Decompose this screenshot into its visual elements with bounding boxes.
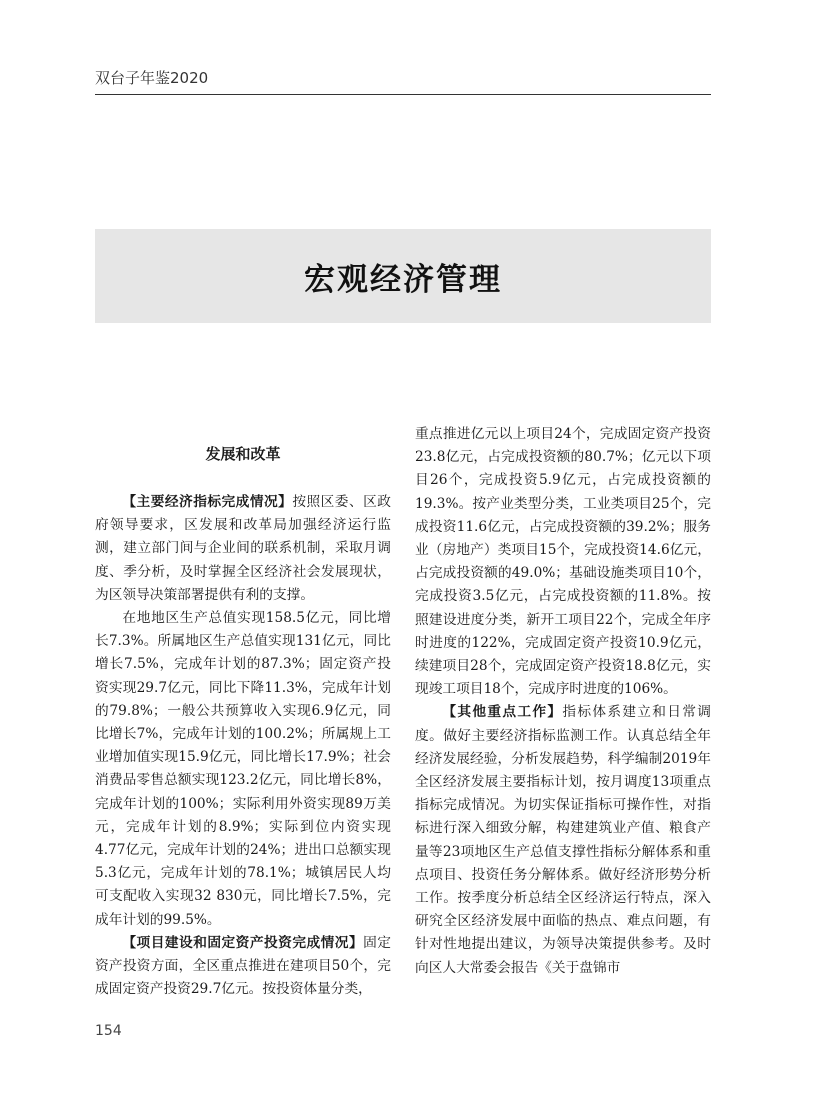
paragraph-text: 按照区委、区政府领导要求，区发展和改革局加强经济运行监测，建立部门间与企业间的联系机制，采取月调度、季分析，及时掌握全区经济社会发展现状，为区领导决策部署提供有利的支撑。 [95, 494, 391, 603]
paragraph-projects [95, 932, 391, 1002]
paragraph-text: 指标体系建立和日常调度。做好主要经济指标监测工作。认真总结全年经济发展经验，分析发展趋势，科学编制2019年全区经济发展主要指标计划，按月调度13项重点指标完成情况。为切实保证指标可操作性，对指标进行深入细致分解，构建建筑业产值、粮食产量等23项地区生产总值支撑性指标分解体系和重点项目、投资任务分解体系。做好经济形势分析工作。按季度分析总结全区经济运行特点，深入研究全区经济发展中面临的热点、难点问题，有针对性地提出建议，为领导决策提供参考。及时向区人大常委会报告《关于盘锦市 [415, 704, 711, 976]
paragraph-projects-continued: 重点推进亿元以上项目24个，完成固定资产投资23.8亿元，占完成投资额的80.7%；亿元以下项目26个，完成投资5.9亿元，占完成投资额的19.3%。按产业类型分类，工业类项目25个，完成投资11.6亿元，占完成投资额的39.2%；服务业（房地产）类项目15个，完成投资14.6亿元，占完成投资额的49.0%；基础设施类项目10个，完成投资3.5亿元，占完成投资额的11.8%。按照建设进度分类，新开工项目22个，完成全年序时进度的122%，完成固定资产投资10.9亿元，续建项目28个，完成固定资产投资18.8亿元，实现竣工项目18个，完成序时进度的106%。 [415, 426, 711, 698]
running-head: 双台子年鉴2020 [95, 69, 209, 87]
paragraph-lead: 【项目建设和固定资产投资完成情况】 [122, 934, 364, 951]
paragraph-lead: 【主要经济指标完成情况】 [122, 494, 293, 510]
left-column [95, 491, 391, 1001]
paragraph-other-work [415, 701, 711, 979]
chapter-banner [95, 229, 711, 323]
chapter-title: 宏观经济管理 [304, 261, 502, 298]
paragraph-statistics: 在地地区生产总值实现158.5亿元，同比增长7.3%。所属地区生产总值实现131亿元，同比增长7.5%，完成年计划的87.3%；固定资产投资实现29.7亿元，同比下降11.3%，完成年计划的79.8%；一般公共预算收入实现6.9亿元，同比增长7%，完成年计划的100.2%；所属规上工业增加值实现15.9亿元，同比增长17.9%；社会消费品零售总额实现123.2亿元，同比增长8%，完成年计划的100%；实际利用外资实现89万美元，完成年计划的8.9%；实际到位内资实现4.77亿元，完成年计划的24%；进出口总额实现5.3亿元，完成年计划的78.1%；城镇居民人均可支配收入实现32 830元，同比增长7.5%，完成年计划的99.5%。 [95, 610, 391, 928]
header-rule [95, 94, 711, 95]
right-column [415, 423, 711, 980]
paragraph-indicators [95, 491, 391, 607]
section-heading: 发展和改革 [205, 445, 281, 463]
page-number: 154 [95, 1023, 122, 1039]
paragraph-lead: 【其他重点工作】 [442, 704, 563, 721]
paragraph-text: 固定资产投资方面，全区重点推进在建项目50个，完成固定资产投资29.7亿元。按投资体量分类， [95, 934, 391, 998]
